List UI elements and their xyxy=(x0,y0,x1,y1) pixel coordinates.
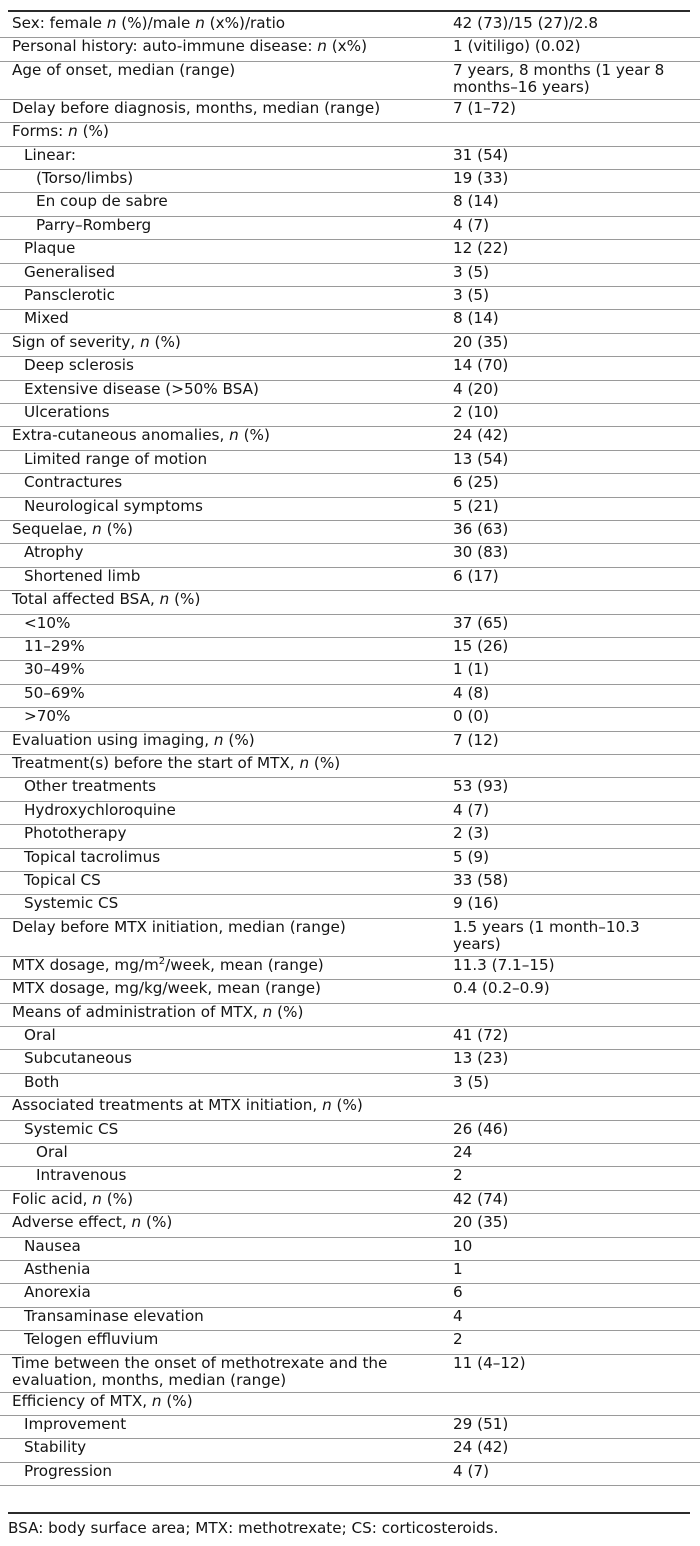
table-row xyxy=(0,309,700,333)
row-value: 11.3 (7.1–15) xyxy=(453,955,555,974)
row-value: 29 (51) xyxy=(453,1415,509,1433)
row-label: Improvement xyxy=(24,1415,127,1433)
table-row xyxy=(0,637,700,661)
table-row xyxy=(0,956,700,980)
row-value: 12 (22) xyxy=(453,239,509,258)
row-value: 1 (1) xyxy=(453,660,490,679)
row-value: 3 (5) xyxy=(453,262,490,281)
row-value: 7 (1–72) xyxy=(453,98,516,117)
row-value: 53 (93) xyxy=(453,777,509,796)
row-value: 1.5 years (1 month–10.3 years) xyxy=(453,917,640,953)
row-label: Extra-cutaneous anomalies, n (%) xyxy=(12,426,270,445)
row-label: 30–49% xyxy=(24,660,85,679)
row-label: Generalised xyxy=(24,262,115,281)
table-row xyxy=(0,590,700,614)
table-row xyxy=(0,239,700,263)
table-row xyxy=(0,1392,700,1416)
row-label: Intravenous xyxy=(36,1166,127,1185)
row-label: Systemic CS xyxy=(24,1119,119,1138)
row-label: Oral xyxy=(24,1026,56,1044)
table-row xyxy=(0,122,700,146)
row-value: 4 (7) xyxy=(453,800,490,819)
row-label: Pansclerotic xyxy=(24,286,115,304)
row-value: 42 (73)/15 (27)/2.8 xyxy=(453,14,599,32)
row-label: Total affected BSA, n (%) xyxy=(12,590,201,609)
table-row xyxy=(0,473,700,497)
table-row xyxy=(0,1166,700,1190)
row-value: 20 (35) xyxy=(453,332,509,351)
table-top-rule xyxy=(8,10,690,12)
row-label: Time between the onset of methotrexate and the evaluation, months, median (range) xyxy=(12,1353,388,1389)
row-value: 5 (21) xyxy=(453,496,499,515)
table-row xyxy=(0,1330,700,1354)
table-row xyxy=(0,1438,700,1462)
row-label: Associated treatments at MTX initiation, n (%) xyxy=(12,1096,363,1115)
row-value: 42 (74) xyxy=(453,1189,509,1208)
row-value: 1 xyxy=(453,1260,463,1278)
row-value: 4 (7) xyxy=(453,215,490,234)
table-row xyxy=(0,520,700,544)
table-row xyxy=(0,848,700,872)
row-value: 24 xyxy=(453,1143,473,1161)
row-label: Treatment(s) before the start of MTX, n (%) xyxy=(12,754,341,772)
table-row xyxy=(0,356,700,380)
row-label: Extensive disease (>50% BSA) xyxy=(24,379,259,398)
table-row xyxy=(0,979,700,1003)
table-row xyxy=(0,1307,700,1331)
row-value: 24 (42) xyxy=(453,1438,509,1457)
row-label: Age of onset, median (range) xyxy=(12,60,236,79)
row-label: MTX dosage, mg/kg/week, mean (range) xyxy=(12,979,321,998)
row-value: 15 (26) xyxy=(453,637,509,655)
row-label: Evaluation using imaging, n (%) xyxy=(12,730,255,749)
row-label: Both xyxy=(24,1072,60,1091)
table-row xyxy=(0,380,700,404)
row-label: Systemic CS xyxy=(24,894,119,913)
row-value: 13 (23) xyxy=(453,1049,509,1068)
table-row xyxy=(0,1073,700,1097)
row-value: 1 (vitiligo) (0.02) xyxy=(453,37,581,56)
row-label: Plaque xyxy=(24,239,76,258)
row-value: 2 (3) xyxy=(453,824,490,843)
table-row xyxy=(0,707,700,731)
table-row xyxy=(0,754,700,778)
row-label: Personal history: auto-immune disease: n (x%) xyxy=(12,37,368,56)
row-label: Telogen effluvium xyxy=(24,1330,159,1349)
table-footnote: BSA: body surface area; MTX: methotrexate; CS: corticosteroids. xyxy=(8,1519,499,1537)
row-label: Oral xyxy=(36,1143,68,1161)
row-value: 36 (63) xyxy=(453,520,509,538)
row-label: Contractures xyxy=(24,473,123,492)
row-value: 26 (46) xyxy=(453,1119,509,1138)
table-row xyxy=(0,918,700,957)
row-label: En coup de sabre xyxy=(36,192,168,211)
row-value: 4 (8) xyxy=(453,683,490,702)
row-value: 5 (9) xyxy=(453,847,490,866)
table-row xyxy=(0,146,700,170)
row-value: 33 (58) xyxy=(453,871,509,889)
row-value: 19 (33) xyxy=(453,169,509,187)
table-row xyxy=(0,1049,700,1073)
table-row xyxy=(0,1213,700,1237)
row-value: 8 (14) xyxy=(453,192,499,211)
row-label: Transaminase elevation xyxy=(24,1306,204,1325)
row-label: Anorexia xyxy=(24,1283,91,1302)
table-row xyxy=(0,1096,700,1120)
row-label: Forms: n (%) xyxy=(12,122,109,141)
table-row xyxy=(0,731,700,755)
row-label: Mixed xyxy=(24,309,69,328)
row-value: 31 (54) xyxy=(453,145,509,164)
table-row xyxy=(0,1190,700,1214)
row-value: 24 (42) xyxy=(453,426,509,445)
table-row xyxy=(0,1026,700,1050)
row-value: 2 (10) xyxy=(453,403,499,421)
row-value: 4 xyxy=(453,1306,463,1325)
table-row xyxy=(0,1143,700,1167)
table-row xyxy=(0,543,700,567)
row-label: Subcutaneous xyxy=(24,1049,132,1068)
table-row xyxy=(0,1260,700,1284)
table-row xyxy=(0,824,700,848)
row-label: Delay before diagnosis, months, median (range) xyxy=(12,98,381,117)
row-value: 7 years, 8 months (1 year 8 months–16 years) xyxy=(453,60,665,96)
row-label: Atrophy xyxy=(24,543,84,562)
row-value: 4 (7) xyxy=(453,1461,490,1480)
row-label: Nausea xyxy=(24,1236,81,1255)
table-row xyxy=(0,192,700,216)
row-label: MTX dosage, $mg/m^2$/week, mean (range) xyxy=(12,955,324,974)
table-row xyxy=(0,567,700,591)
table-row xyxy=(0,333,700,357)
row-value: 4 (20) xyxy=(453,379,499,398)
table-row xyxy=(0,497,700,521)
table-row xyxy=(0,660,700,684)
row-label: Other treatments xyxy=(24,777,157,796)
table-row xyxy=(0,801,700,825)
row-label: Limited range of motion xyxy=(24,449,208,468)
row-label: Phototherapy xyxy=(24,824,127,843)
table-row xyxy=(0,871,700,895)
row-label: Sequelae, n (%) xyxy=(12,520,133,538)
row-value: 37 (65) xyxy=(453,613,509,632)
row-label: Topical CS xyxy=(24,871,101,889)
row-value: 2 xyxy=(453,1330,463,1349)
row-value: 41 (72) xyxy=(453,1026,509,1044)
table-row xyxy=(0,1415,700,1439)
row-value: 7 (12) xyxy=(453,730,499,749)
table-row xyxy=(0,216,700,240)
row-label: Delay before MTX initiation, median (range) xyxy=(12,917,346,936)
row-value: 3 (5) xyxy=(453,1072,490,1091)
row-value: 8 (14) xyxy=(453,309,499,328)
row-label: Means of administration of MTX, n (%) xyxy=(12,1002,304,1021)
table-row xyxy=(0,99,700,123)
row-label: Topical tacrolimus xyxy=(24,847,161,866)
row-label: Parry–Romberg xyxy=(36,215,152,234)
table-row xyxy=(0,1120,700,1144)
row-label: Neurological symptoms xyxy=(24,496,203,515)
row-label: 11–29% xyxy=(24,637,85,655)
row-value: 11 (4–12) xyxy=(453,1353,526,1372)
table-row xyxy=(0,403,700,427)
row-label: Sign of severity, n (%) xyxy=(12,332,181,351)
row-label: Sex: female n (%)/male n (x%)/ratio xyxy=(12,14,286,32)
row-value: 6 xyxy=(453,1283,463,1302)
row-label: Stability xyxy=(24,1438,87,1457)
table-bottom-rule xyxy=(8,1512,690,1514)
row-label: Shortened limb xyxy=(24,566,141,585)
table-row xyxy=(0,1283,700,1307)
row-label: Folic acid, n (%) xyxy=(12,1189,134,1208)
row-value: 0.4 (0.2–0.9) xyxy=(453,979,550,998)
row-label: Ulcerations xyxy=(24,403,110,421)
row-value: 10 xyxy=(453,1236,473,1255)
row-label: Progression xyxy=(24,1461,112,1480)
row-value: 0 (0) xyxy=(453,707,490,726)
row-value: 30 (83) xyxy=(453,543,509,562)
table-row xyxy=(0,684,700,708)
table-row xyxy=(0,263,700,287)
table-row xyxy=(0,286,700,310)
row-label: 50–69% xyxy=(24,683,85,702)
row-label: Hydroxychloroquine xyxy=(24,800,176,819)
row-label: (Torso/limbs) xyxy=(36,169,134,187)
table-row xyxy=(0,614,700,638)
table-row xyxy=(0,1003,700,1027)
table-row xyxy=(0,1462,700,1486)
table-row xyxy=(0,426,700,450)
row-label: Asthenia xyxy=(24,1260,91,1278)
row-label: Efficiency of MTX, n (%) xyxy=(12,1391,193,1410)
row-value: 6 (17) xyxy=(453,566,499,585)
table-row xyxy=(0,37,700,61)
row-value: 3 (5) xyxy=(453,286,490,304)
row-label: Adverse effect, n (%) xyxy=(12,1213,173,1232)
row-label: <10% xyxy=(24,613,71,632)
table-row xyxy=(0,450,700,474)
row-value: 2 xyxy=(453,1166,463,1185)
row-label: Linear: xyxy=(24,145,77,164)
table-row xyxy=(0,777,700,801)
table-row xyxy=(0,14,700,38)
row-value: 6 (25) xyxy=(453,473,499,492)
table-row xyxy=(0,1237,700,1261)
table-row xyxy=(0,169,700,193)
row-value: 14 (70) xyxy=(453,356,509,375)
row-value: 9 (16) xyxy=(453,894,499,913)
table-row xyxy=(0,894,700,918)
table-row xyxy=(0,61,700,100)
row-label: >70% xyxy=(24,707,71,726)
row-value: 13 (54) xyxy=(453,449,509,468)
row-value: 20 (35) xyxy=(453,1213,509,1232)
table-row xyxy=(0,1354,700,1393)
row-label: Deep sclerosis xyxy=(24,356,134,375)
